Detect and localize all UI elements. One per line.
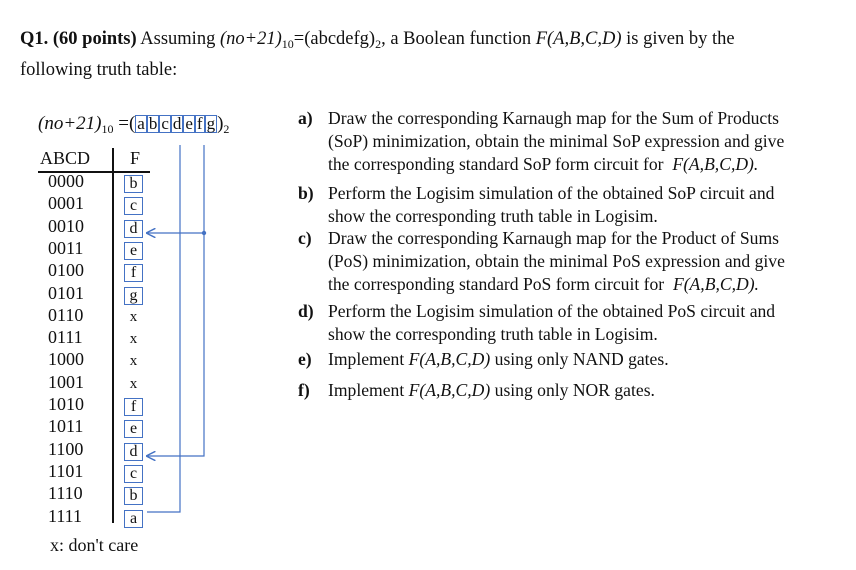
part-f-text: Implement	[328, 380, 405, 400]
abcd-cell: 1010	[48, 394, 84, 414]
abcd-cell: 1110	[48, 483, 83, 504]
eq-letter-box: g	[206, 114, 216, 133]
abcd-cell: 0111	[48, 327, 83, 348]
part-c-line-2: (PoS) minimization, obtain the minimal PoS expression and give	[328, 250, 785, 271]
connector-outer-lower	[147, 233, 204, 456]
part-e-label: e)	[298, 349, 312, 369]
header-rest: , a Boolean function	[381, 29, 532, 49]
part-c-label: c)	[298, 228, 312, 248]
f-value-box: f	[124, 398, 143, 416]
part-f	[298, 379, 655, 402]
eq-letter-box: f	[196, 114, 203, 133]
abcd-cell: 1111	[48, 505, 82, 526]
eq-letter-box: a	[137, 114, 145, 133]
part-d-label: d)	[298, 301, 314, 321]
part-b	[298, 182, 774, 228]
f-value-box: b	[124, 175, 143, 193]
header-eq-rhs-sub: 2	[375, 37, 382, 51]
abcd-cell: 0100	[48, 260, 84, 281]
abcd-cell: 0011	[48, 237, 84, 258]
dont-care-legend: x: don't care	[50, 535, 139, 555]
table-eq-lhs: (no+21)	[38, 113, 102, 134]
abcd-cell: 1101	[48, 460, 84, 481]
dont-care-cell: x	[129, 308, 138, 325]
column-header-f: F	[130, 148, 141, 168]
part-e-text: Implement	[328, 349, 405, 369]
abcd-cell: 1001	[48, 371, 84, 392]
part-e-tail: using only NAND gates.	[494, 349, 669, 369]
abcd-cell: 1011	[48, 416, 84, 437]
abcd-cell: 0010	[48, 215, 84, 236]
header-line-2: following truth table:	[20, 60, 178, 80]
part-c	[298, 227, 785, 295]
abcd-cell: 1000	[48, 349, 84, 370]
eq-letter-box: e	[185, 114, 193, 133]
part-b-label: b)	[298, 183, 314, 203]
abcd-cell: 0101	[48, 282, 84, 303]
part-a-function: F(A,B,C,D).	[672, 153, 759, 174]
f-value-box: e	[124, 242, 143, 260]
part-a-line-2: (SoP) minimization, obtain the minimal SoP expression and give	[328, 130, 785, 151]
part-c-line-1: Draw the corresponding Karnaugh map for the Product of Sums	[328, 228, 779, 248]
table-equation: $(no+21)_{10}$ =( a b c d e f g )$_2$	[38, 113, 230, 136]
part-e-function: F(A,B,C,D)	[408, 349, 491, 369]
f-value-box: a	[124, 510, 143, 528]
table-eq-equals: =	[118, 113, 129, 134]
part-f-function: F(A,B,C,D)	[408, 380, 491, 400]
header-function: F(A,B,C,D)	[535, 29, 622, 49]
connector-inner	[147, 145, 180, 512]
dont-care-cell: x	[129, 353, 138, 370]
abcd-cell: 0001	[48, 193, 84, 214]
assuming-text: Assuming	[140, 29, 216, 49]
column-header-abcd: ABCD	[40, 148, 91, 168]
question-number: Q1. (60 points)	[20, 29, 137, 49]
part-b-line-2: show the corresponding truth table in Logisim.	[328, 205, 658, 226]
part-b-line-1: Perform the Logisim simulation of the obtained SoP circuit and	[328, 183, 775, 203]
part-d-line-1: Perform the Logisim simulation of the obtained PoS circuit and	[328, 301, 776, 321]
abcd-cell: 1100	[48, 438, 84, 459]
part-a-line-1: Draw the corresponding Karnaugh map for the Sum of Products	[328, 108, 779, 128]
part-a	[298, 107, 784, 175]
f-value-box: b	[124, 487, 143, 505]
f-value-box: d	[124, 443, 143, 461]
part-e	[298, 348, 669, 371]
table-eq-lhs-sub: 10	[101, 122, 114, 136]
eq-letter-box: c	[161, 114, 169, 133]
part-f-tail: using only NOR gates.	[494, 380, 655, 400]
header-eq-lhs: (no+21)	[219, 29, 282, 49]
f-value-box: e	[124, 420, 143, 438]
f-value-box: c	[124, 197, 143, 215]
connector-outer	[147, 145, 204, 233]
abcd-cell: 0110	[48, 304, 84, 325]
header-tail: is given by the	[626, 29, 735, 49]
part-a-line-3: the corresponding standard SoP form circuit for F(A,B,C,D).	[328, 153, 759, 174]
part-c-function: F(A,B,C,D).	[672, 273, 759, 294]
dont-care-cell: x	[129, 375, 138, 392]
f-value-box: d	[124, 220, 143, 238]
dont-care-cell: x	[129, 331, 138, 348]
table-eq-rhs-sub: 2	[223, 122, 230, 136]
eq-letter-box: b	[148, 114, 158, 133]
f-value-box: c	[124, 465, 143, 483]
header-eq-lhs-sub: 10	[281, 37, 294, 51]
part-a-label: a)	[298, 108, 313, 128]
part-d	[298, 300, 775, 346]
header-eq-rhs: =(abcdefg)	[293, 29, 376, 49]
f-value-box: g	[124, 287, 143, 305]
eq-letter-box: d	[172, 114, 182, 133]
abcd-cell: 0000	[48, 171, 84, 191]
part-c-line-3: the corresponding standard PoS form circuit for F(A,B,C,D).	[328, 273, 759, 294]
part-f-label: f)	[298, 380, 310, 400]
connector-junction	[202, 231, 206, 235]
part-d-line-2: show the corresponding truth table in Logisim.	[328, 323, 658, 344]
f-value-box: f	[124, 264, 143, 282]
